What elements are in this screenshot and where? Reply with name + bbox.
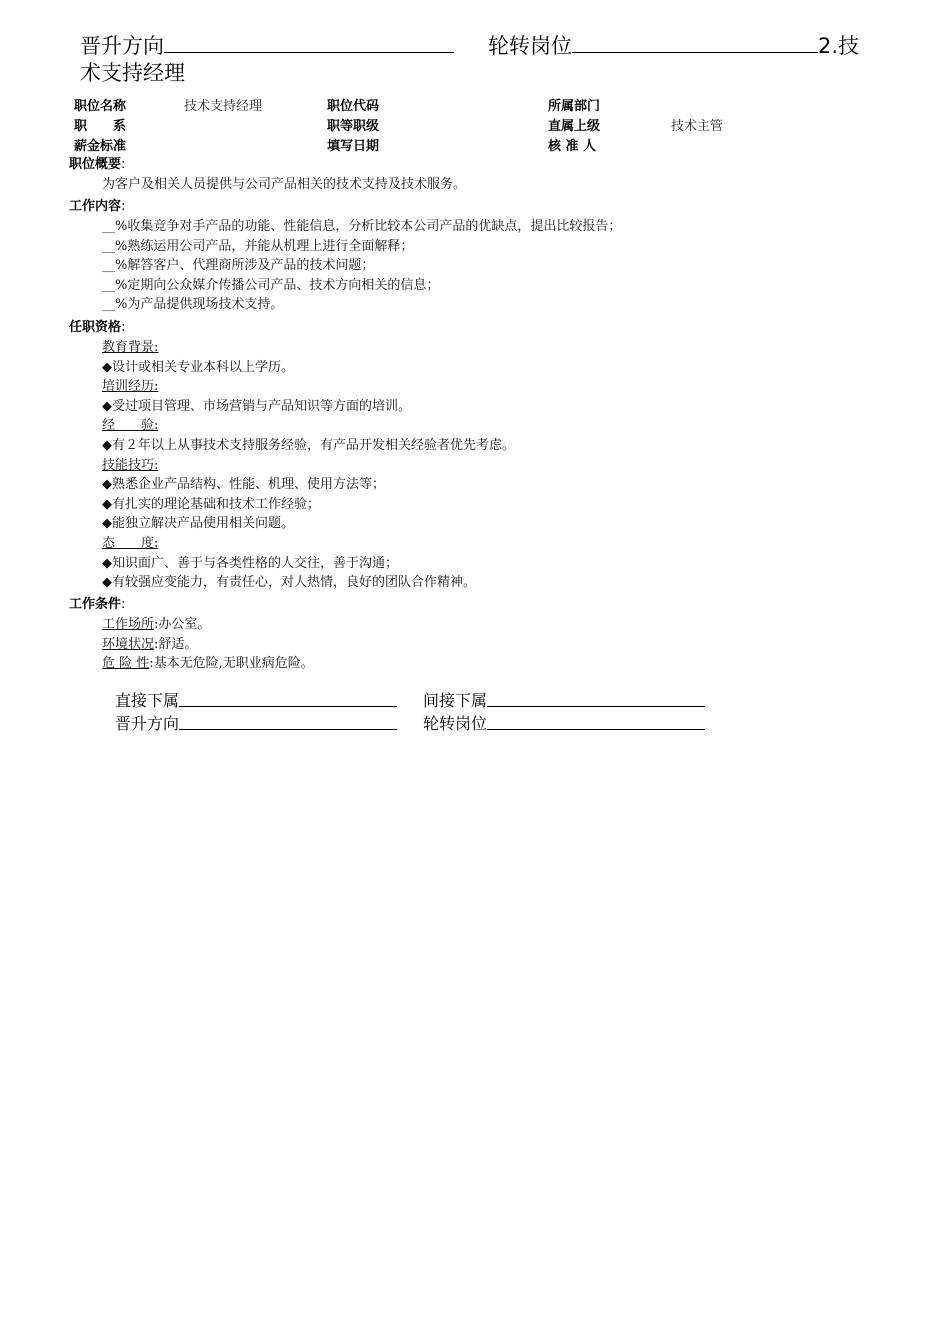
footer-rotation-blank	[487, 712, 705, 730]
header-row	[80, 32, 875, 60]
doc-header	[80, 32, 875, 87]
position-code-label: 职位代码	[327, 99, 380, 114]
fill-date-label: 填写日期	[327, 139, 380, 154]
footer-promotion-blank	[179, 712, 397, 730]
summary-section	[69, 155, 466, 195]
footer-relations	[115, 689, 705, 735]
direct-sub-blank	[179, 689, 397, 707]
summary-text: 为客户及相关人员提供与公司产品相关的技术支持及技术服务。	[102, 177, 467, 192]
qualifications-section	[69, 318, 515, 593]
qualifications-heading: 任职资格:	[69, 320, 126, 335]
summary-heading: 职位概要:	[69, 157, 126, 172]
attitude-item: ◆知识面广、善于与各类性格的人交往，善于沟通；	[102, 555, 398, 571]
superior-value: 技术主管	[671, 119, 724, 134]
education-label: 教育背景:	[102, 340, 159, 355]
education-item: ◆设计或相关专业本科以上学历。	[102, 359, 294, 375]
indirect-sub-label: 间接下属	[423, 691, 488, 710]
indirect-sub-blank	[487, 689, 705, 707]
promotion-label: 晋升方向	[80, 34, 164, 58]
place-row: 工作场所:办公室。	[102, 617, 211, 632]
direct-sub-label: 直接下属	[115, 691, 180, 710]
header-tail: 2.技	[818, 34, 860, 58]
experience-item: ◆有２年以上从事技术支持服务经验，有产品开发相关经验者优先考虑。	[102, 437, 515, 453]
promotion-blank	[164, 32, 454, 53]
training-item: ◆受过项目管理、市场营销与产品知识等方面的培训。	[102, 398, 411, 414]
risk-row: 危 险 性:基本无危险,无职业病危险。	[102, 656, 314, 672]
duty-item: __%为产品提供现场技术支持。	[102, 297, 284, 313]
department-label: 所属部门	[548, 99, 601, 114]
rotation-label: 轮转岗位	[488, 34, 572, 58]
superior-label: 直属上级	[548, 119, 601, 134]
attitude-label: 态 度:	[102, 535, 159, 551]
skills-label: 技能技巧:	[102, 457, 159, 473]
duty-item: __%熟练运用公司产品，并能从机理上进行全面解释；	[102, 238, 414, 254]
page-title: 术支持经理	[80, 61, 185, 85]
skills-item: ◆熟悉企业产品结构、性能、机理、使用方法等；	[102, 477, 385, 493]
footer-row-2	[115, 712, 705, 735]
duties-heading: 工作内容:	[69, 199, 126, 214]
duty-item: __%收集竞争对手产品的功能、性能信息，分析比较本公司产品的优缺点，提出比较报告；	[102, 219, 622, 234]
salary-label: 薪金标准	[74, 139, 127, 154]
footer-promotion-label: 晋升方向	[115, 714, 180, 733]
footer-row-1	[115, 689, 705, 712]
skills-item: ◆有扎实的理论基础和技术工作经验；	[102, 496, 320, 512]
footer-rotation-label: 轮转岗位	[423, 714, 488, 733]
attitude-item: ◆有较强应变能力，有责任心，对人热情，良好的团队合作精神。	[102, 575, 476, 591]
conditions-section	[69, 595, 314, 674]
training-label: 培训经历:	[102, 379, 159, 395]
skills-item: ◆能独立解决产品使用相关问题。	[102, 516, 294, 532]
conditions-heading: 工作条件:	[69, 597, 126, 612]
position-name-value: 技术支持经理	[184, 99, 263, 114]
duties-section	[69, 197, 621, 315]
rotation-blank	[572, 32, 818, 53]
environment-row: 环境状况:舒适。	[102, 636, 198, 652]
grade-label: 职等职级	[327, 119, 380, 134]
approver-label: 核 准 人	[548, 139, 597, 154]
series-label: 职 系	[74, 119, 127, 134]
duty-item: __%解答客户、代理商所涉及产品的技术问题；	[102, 258, 375, 274]
experience-label: 经 验:	[102, 418, 159, 434]
position-name-label: 职位名称	[74, 99, 127, 114]
duty-item: __%定期向公众媒介传播公司产品、技术方向相关的信息；	[102, 277, 440, 293]
